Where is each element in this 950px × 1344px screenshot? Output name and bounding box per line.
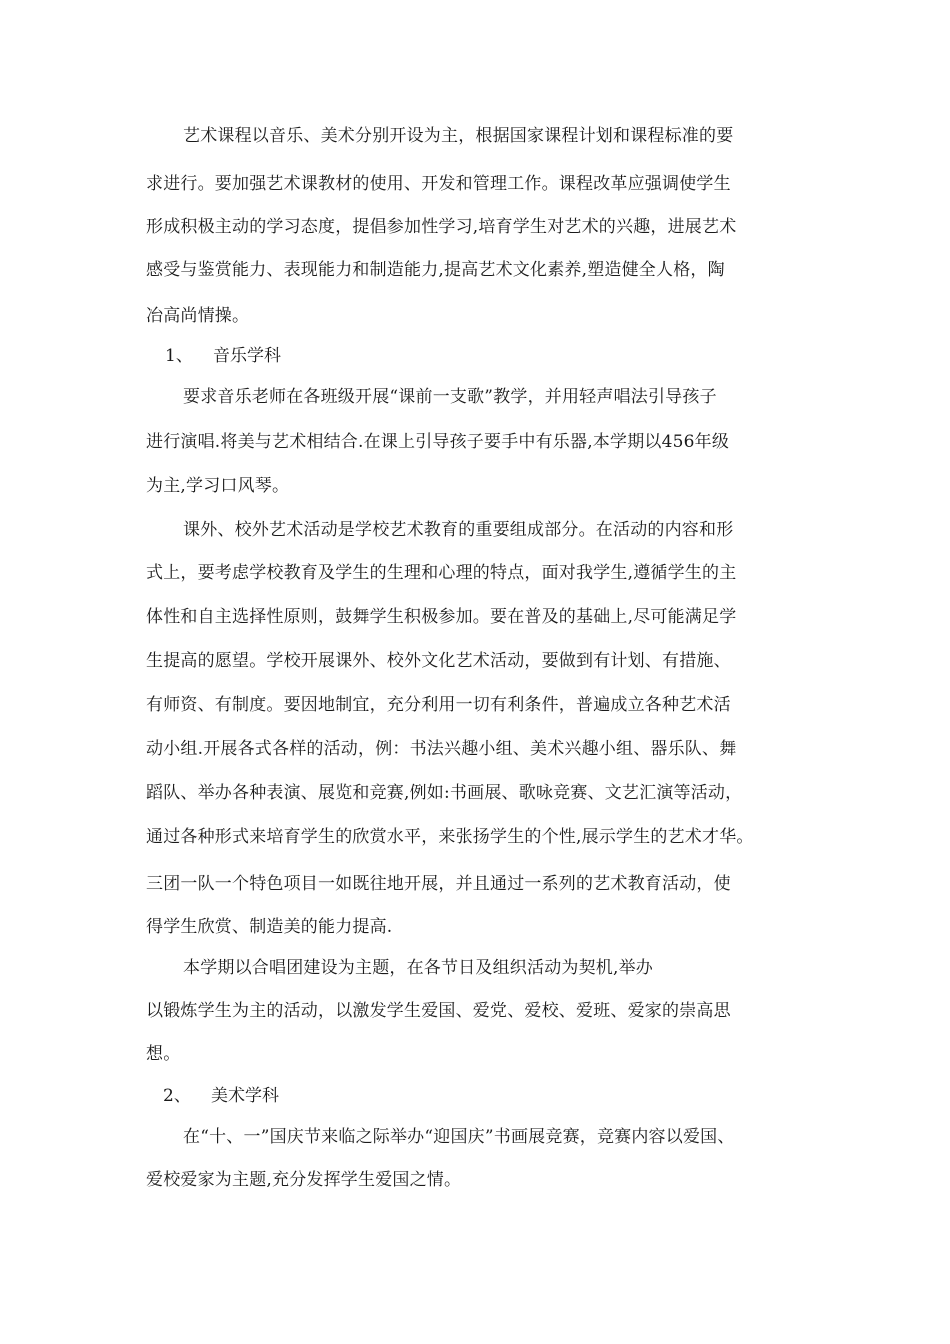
art-line-1: 在“十、一”国庆节来临之际举办“迎国庆”书画展竞赛，竞赛内容以爱国、	[183, 1127, 735, 1147]
activities-line-7: 蹈队、举办各种表演、展览和竞赛,例如:书画展、歌咏竞赛、文艺汇演等活动，	[146, 783, 743, 803]
section-2-title: 美术学科	[211, 1086, 279, 1106]
activities-line-1: 课外、校外艺术活动是学校艺术教育的重要组成部分。在活动的内容和形	[183, 520, 734, 540]
activities-line-5: 有师资、有制度。要因地制宜，充分利用一切有利条件，普遍成立各种艺术活	[146, 695, 731, 715]
choir-line-1: 本学期以合唱团建设为主题，在各节日及组织活动为契机,举办	[183, 958, 654, 978]
activities-line-3: 体性和自主选择性原则，鼓舞学生积极参加。要在普及的基础上,尽可能满足学	[146, 607, 737, 627]
activities-line-2: 式上，要考虑学校教育及学生的生理和心理的特点，面对我学生,遵循学生的主	[146, 563, 737, 583]
music-line-3: 为主,学习口风琴。	[146, 476, 290, 496]
section-1-number: 1、	[165, 346, 193, 366]
choir-line-3: 想。	[146, 1044, 181, 1064]
section-2-number: 2、	[163, 1086, 191, 1106]
activities-line-9: 三团一队一个特色项目一如既往地开展，并且通过一系列的艺术教育活动，使	[146, 874, 731, 894]
activities-line-4: 生提高的愿望。学校开展课外、校外文化艺术活动，要做到有计划、有措施、	[146, 651, 731, 671]
intro-line-4: 感受与鉴赏能力、表现能力和制造能力,提高艺术文化素养,塑造健全人格，陶	[146, 260, 725, 280]
intro-line-5: 冶高尚情操。	[146, 306, 250, 326]
intro-line-1: 艺术课程以音乐、美术分别开设为主，根据国家课程计划和课程标准的要	[183, 126, 734, 146]
choir-line-2: 以锻炼学生为主的活动，以激发学生爱国、爱党、爱校、爱班、爱家的崇高思	[146, 1001, 731, 1021]
activities-line-10: 得学生欣赏、制造美的能力提高.	[146, 917, 393, 937]
art-line-2: 爱校爱家为主题,充分发挥学生爱国之情。	[146, 1170, 462, 1190]
music-line-1: 要求音乐老师在各班级开展“课前一支歌”教学，并用轻声唱法引导孩子	[183, 387, 717, 407]
activities-line-6: 动小组.开展各式各样的活动，例：书法兴趣小组、美术兴趣小组、器乐队、舞	[146, 739, 737, 759]
section-1-title: 音乐学科	[213, 346, 281, 366]
intro-line-2: 求进行。要加强艺术课教材的使用、开发和管理工作。课程改革应强调使学生	[146, 174, 731, 194]
activities-line-8: 通过各种形式来培育学生的欣赏水平，来张扬学生的个性,展示学生的艺术才华。	[146, 827, 754, 847]
music-line-2: 进行演唱.将美与艺术相结合.在课上引导孩子要手中有乐器,本学期以456年级	[146, 432, 730, 452]
intro-line-3: 形成积极主动的学习态度，提倡参加性学习,培育学生对艺术的兴趣，进展艺术	[146, 217, 737, 237]
